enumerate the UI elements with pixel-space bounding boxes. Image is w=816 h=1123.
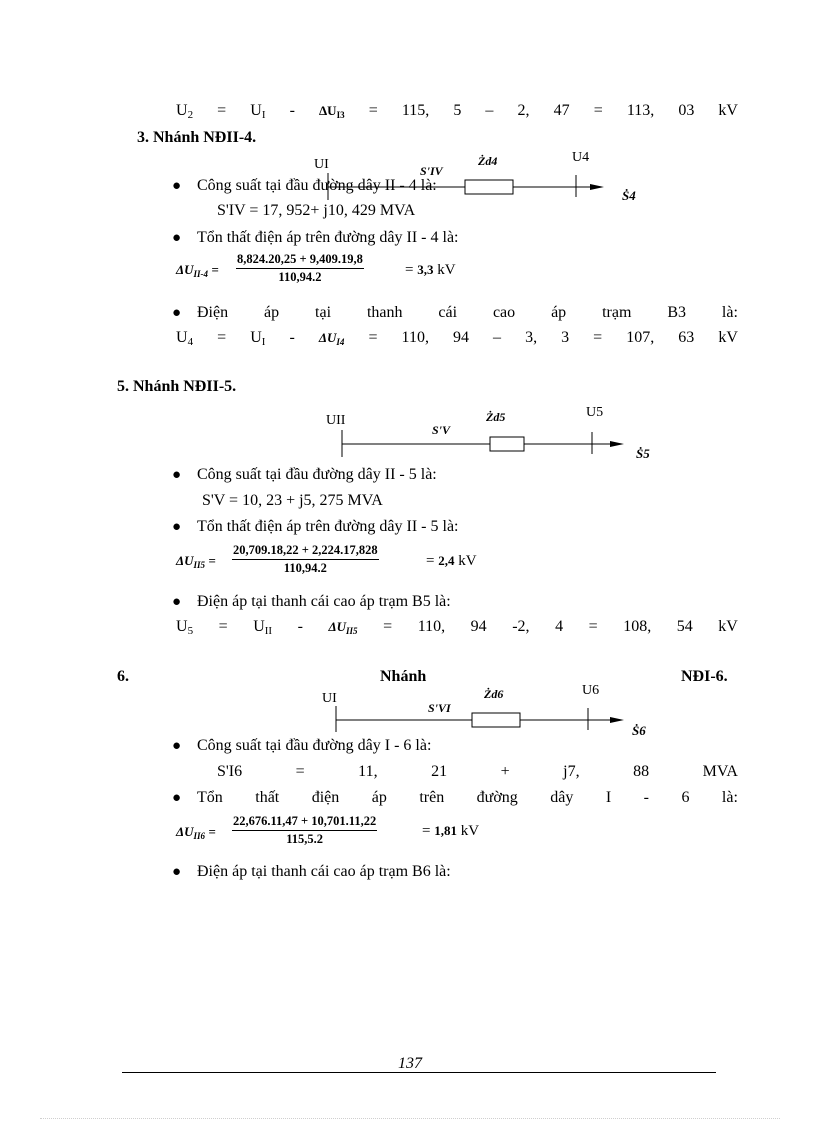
impedance-box xyxy=(465,180,513,194)
formula-numerator: 8,824.20,25 + 9,409.19,8 xyxy=(236,252,364,269)
impedance-box xyxy=(472,713,520,727)
u5-result-line: $U_5$ = $U_{II}$ - $\Delta U_{II5}$ = 110, 94 -2, 4 = 108, 54 kV xyxy=(176,618,738,637)
formula-lhs: $\Delta U_{II5}$ = xyxy=(176,553,216,570)
power-value-ii-5: S'V = 10, 23 + j5, 275 MVA xyxy=(202,492,383,509)
diagram-u-left-label: UI xyxy=(314,157,329,172)
diagram-s-mid-label: S'IV xyxy=(420,164,443,178)
formula-denominator: 115,5.2 xyxy=(286,832,324,846)
bullet-text-loss-i-6: Tổn thất điện áp trên đường dây I - 6 là: xyxy=(197,789,738,806)
diagram-u-right-label: U5 xyxy=(586,405,604,420)
formula-numerator: 20,709.18,22 + 2,224.17,828 xyxy=(232,543,379,560)
diagram-z-label: Żd4 xyxy=(478,154,498,168)
page-number: 137 xyxy=(398,1055,422,1072)
diagram-s-mid-label: S'V xyxy=(432,423,451,437)
formula-lhs: $\Delta U_{II6}$ = xyxy=(176,824,216,841)
diagram-z-label: Żd5 xyxy=(486,410,506,424)
formula-fraction xyxy=(232,543,379,576)
bullet-icon: ● xyxy=(172,519,182,535)
bullet-text-power-ii-4: Công suất tại đầu đường dây II - 4 là: xyxy=(197,177,437,194)
section-6-heading-number: 6. xyxy=(117,668,129,685)
diagram-s-mid-label: S'VI xyxy=(428,701,451,715)
bullet-text-loss-ii-4: Tổn thất điện áp trên đường dây II - 4 là: xyxy=(197,229,459,246)
power-value-i-6: S'I6 = 11, 21 + j7, 88 MVA xyxy=(217,763,738,780)
formula-lhs: $\Delta U_{II-4}$ = xyxy=(176,262,219,279)
formula-fraction xyxy=(236,252,364,285)
formula-result: = 2,4 kV xyxy=(426,553,477,569)
page-edge-divider xyxy=(40,1118,780,1119)
diagram-s-right-label: Ṡ4 xyxy=(622,188,636,203)
bullet-text-voltage-b5: Điện áp tại thanh cái cao áp trạm B5 là: xyxy=(197,593,451,610)
arrow-head-icon xyxy=(590,184,604,190)
u2-result-line: $U_2$ = $U_I$ - $\Delta U_{I3}$ = 115, 5 – 2, 47 = 113, 03 kV xyxy=(176,102,738,121)
section-6-heading-mid: Nhánh xyxy=(380,668,427,685)
bullet-icon: ● xyxy=(172,864,182,880)
circuit-diagram-ii-5 xyxy=(310,402,660,464)
u4-result-line: $U_4$ = $U_I$ - $\Delta U_{I4}$ = 110, 94 – 3, 3 = 107, 63 kV xyxy=(176,329,738,348)
diagram-s-right-label: Ṡ5 xyxy=(636,446,650,461)
formula-denominator: 110,94.2 xyxy=(278,270,322,284)
diagram-u-right-label: U6 xyxy=(582,683,600,698)
formula-denominator: 110,94.2 xyxy=(283,561,327,575)
footer-divider xyxy=(122,1072,716,1073)
bullet-icon: ● xyxy=(172,467,182,483)
power-value-ii-4: S'IV = 17, 952+ j10, 429 MVA xyxy=(217,202,416,219)
bullet-icon: ● xyxy=(172,594,182,610)
bullet-icon: ● xyxy=(172,178,182,194)
bullet-icon: ● xyxy=(172,230,182,246)
bullet-icon: ● xyxy=(172,790,182,806)
bullet-icon: ● xyxy=(172,305,182,321)
formula-result: = 1,81 kV xyxy=(422,823,480,839)
bullet-text-loss-ii-5: Tổn thất điện áp trên đường dây II - 5 là: xyxy=(197,518,459,535)
diagram-u-left-label: UI xyxy=(322,691,337,706)
circuit-diagram-i-6 xyxy=(310,680,660,742)
section-5-heading: 5. Nhánh NĐII-5. xyxy=(117,378,237,395)
diagram-z-label: Żd6 xyxy=(484,687,504,701)
arrow-head-icon xyxy=(610,441,624,447)
section-3-heading: 3. Nhánh NĐII-4. xyxy=(137,129,257,146)
bullet-text-power-ii-5: Công suất tại đầu đường dây II - 5 là: xyxy=(197,466,437,483)
diagram-u-left-label: UII xyxy=(326,413,346,428)
bullet-icon: ● xyxy=(172,738,182,754)
formula-result: = 3,3 kV xyxy=(405,262,456,278)
diagram-u-right-label: U4 xyxy=(572,150,590,165)
bullet-text-voltage-b6: Điện áp tại thanh cái cao áp trạm B6 là: xyxy=(197,863,451,880)
formula-numerator: 22,676.11,47 + 10,701.11,22 xyxy=(232,814,377,831)
formula-fraction xyxy=(232,814,377,847)
arrow-head-icon xyxy=(610,717,624,723)
bullet-text-voltage-b3: Điện áp tại thanh cái cao áp trạm B3 là: xyxy=(197,304,738,321)
section-6-heading-right: NĐI-6. xyxy=(681,668,728,685)
bullet-text-power-i-6: Công suất tại đầu đường dây I - 6 là: xyxy=(197,737,432,754)
diagram-s-right-label: Ṡ6 xyxy=(632,723,646,738)
impedance-box xyxy=(490,437,524,451)
